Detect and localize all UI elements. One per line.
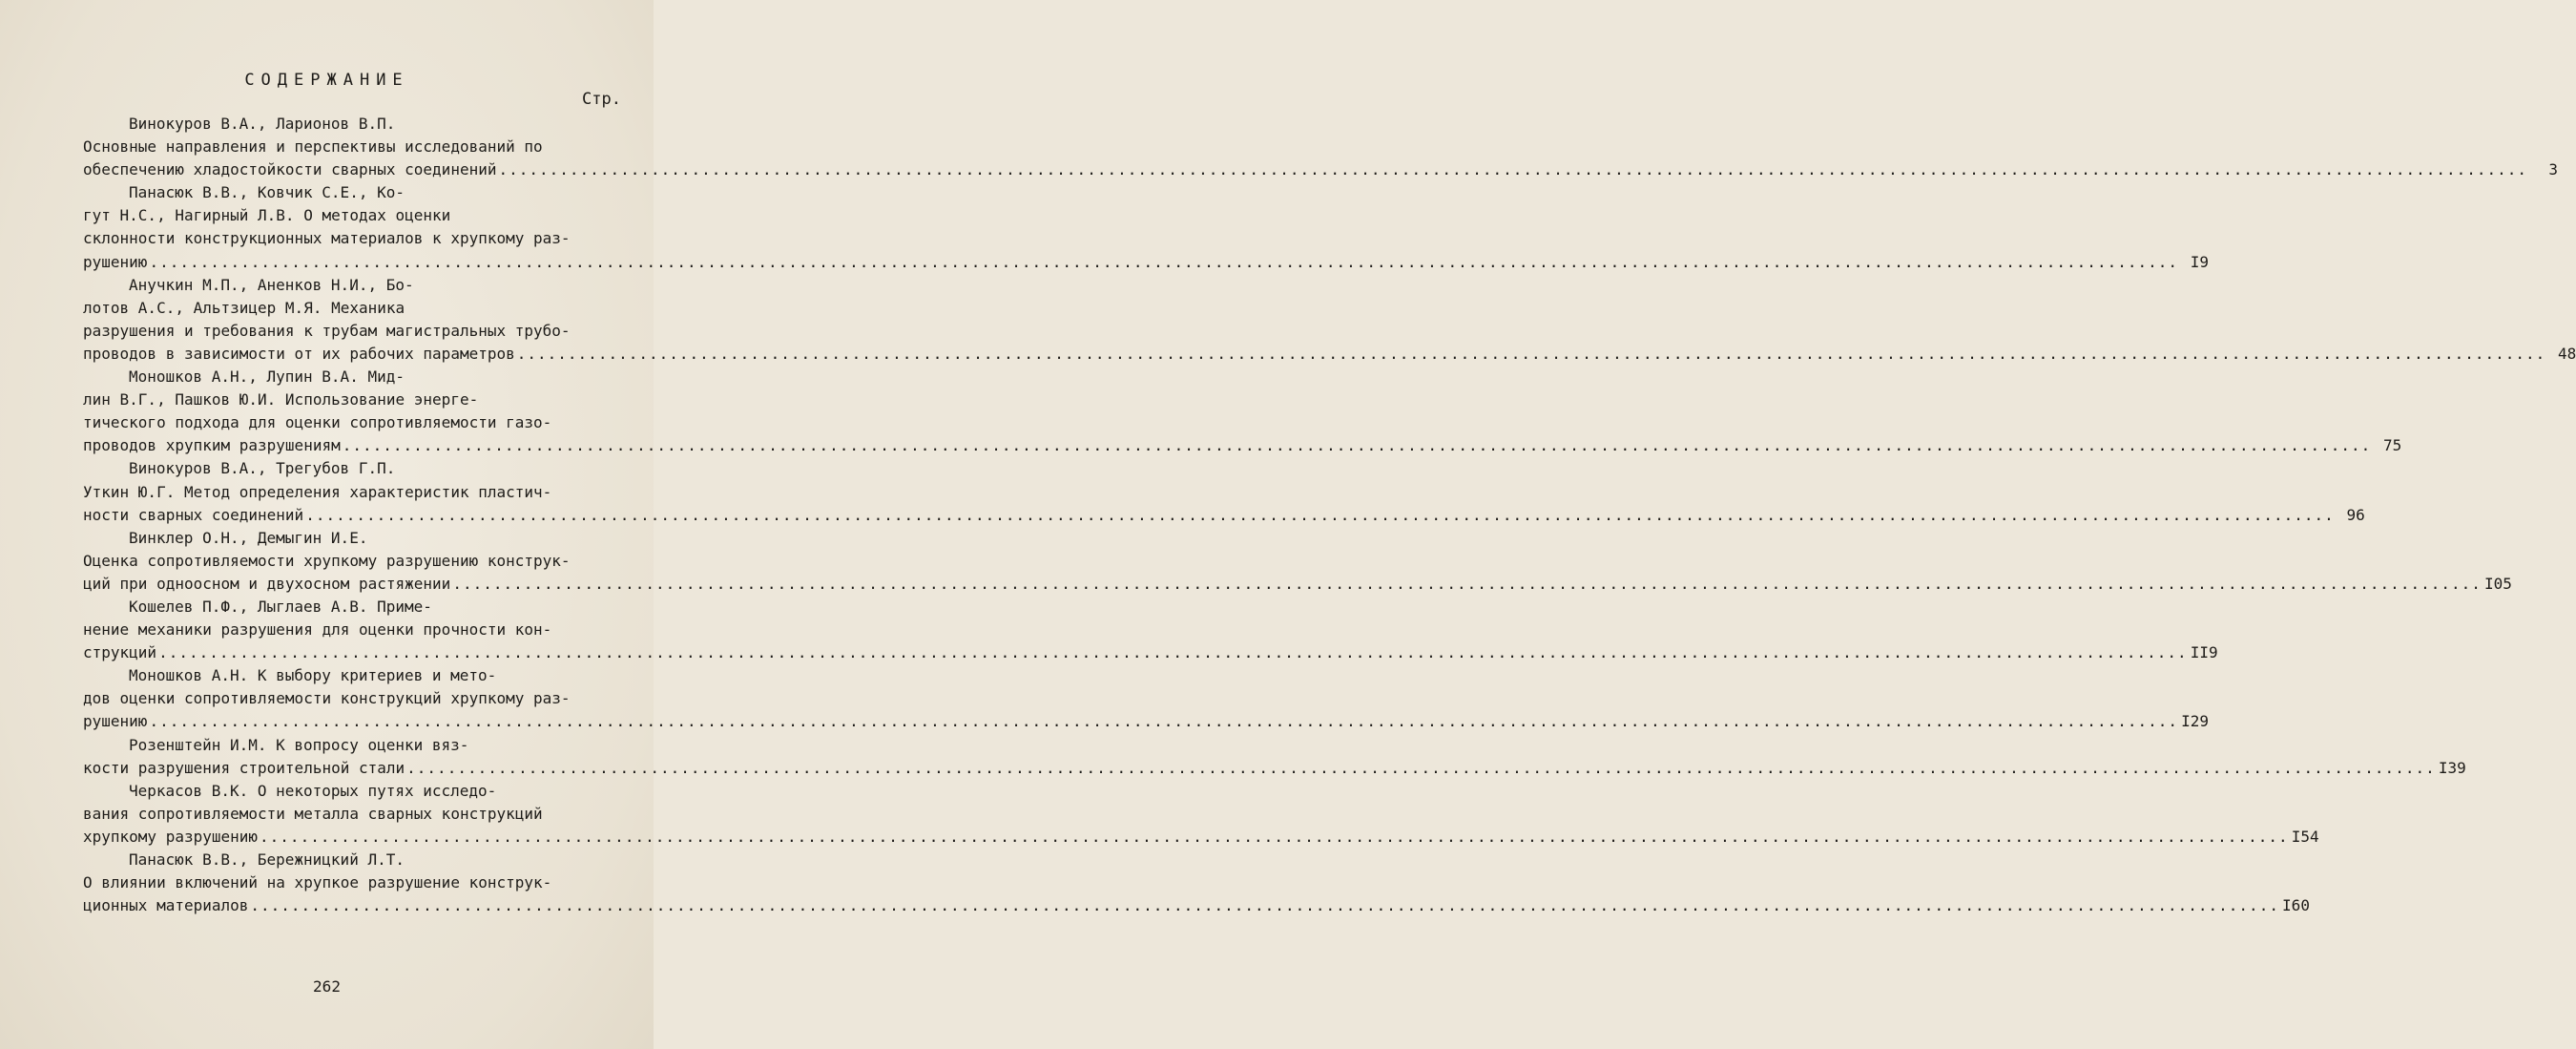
entry-authors-line: Винокуров В.А., Трегубов Г.П. <box>129 459 396 478</box>
entry-last-line <box>83 504 2365 527</box>
entry-last-line <box>83 158 2559 181</box>
entry-authors-line: Черкасов В.К. О некоторых путях исследо- <box>129 781 497 800</box>
dot-leader: ........................................................................................................................................................................................................ <box>342 436 2372 455</box>
entry-last-line <box>83 894 2310 917</box>
entry-page-number: 48 <box>2558 344 2576 363</box>
entry-authors-line: Винклер О.Н., Демыгин И.Е. <box>129 528 368 547</box>
entry-title-line: нение механики разрушения для оценки прочности кон- <box>83 620 552 640</box>
entry-authors-line: Моношков А.Н. К выбору критериев и мето- <box>129 666 497 685</box>
entry-last-line <box>83 710 2209 733</box>
entry-page-number: I60 <box>2282 896 2310 915</box>
entry-title-end: хрупкому разрушению <box>83 827 259 846</box>
dot-leader: ........................................................................................................................................................................................................ <box>498 160 2528 179</box>
entry-title-end: рушению <box>83 252 148 271</box>
entry-title-end: ций при одноосном и двухосном растяжении <box>83 574 451 593</box>
entry-authors-line: Кошелев П.Ф., Лыглаев А.В. Приме- <box>129 597 432 616</box>
dot-leader: ........................................................................................................................................................................................................ <box>260 827 2289 846</box>
entry-last-line <box>83 757 2466 780</box>
page-column-label: Стр. <box>582 90 621 109</box>
entry-authors-line: Анучкин М.П., Аненков Н.И., Бо- <box>129 275 414 294</box>
table-of-contents <box>83 113 2576 917</box>
entry-title-end: струкций <box>83 643 157 662</box>
toc-entry <box>83 780 2319 849</box>
entry-page-number: I39 <box>2438 758 2466 777</box>
entry-title-end: обеспечению хладостойкости сварных соединений <box>83 160 497 179</box>
entry-last-line <box>83 251 2209 274</box>
entry-title-line: тического подхода для оценки сопротивляемости газо- <box>83 413 552 432</box>
entry-title-line: лотов А.С., Альтзицер М.Я. Механика <box>83 298 405 317</box>
entry-title-line: разрушения и требования к трубам магистральных трубо- <box>83 321 571 340</box>
entry-title-line: дов оценки сопротивляемости конструкций хрупкому раз- <box>83 689 571 708</box>
dot-leader: ........................................................................................................................................................................................................ <box>305 505 2335 524</box>
dot-leader: ........................................................................................................................................................................................................ <box>406 758 2436 777</box>
entry-title-end: проводов в зависимости от их рабочих параметров <box>83 344 515 363</box>
entry-last-line <box>83 826 2319 849</box>
entry-page-number: II9 <box>2190 643 2218 662</box>
entry-last-line <box>83 573 2512 596</box>
entry-last-line <box>83 434 2402 457</box>
toc-entry <box>83 274 2576 366</box>
entry-title-line: лин В.Г., Пашков Ю.И. Использование энерге- <box>83 390 479 409</box>
entry-page-number: 3 <box>2548 160 2559 179</box>
entry-title-line: Оценка сопротивляемости хрупкому разрушению конструк- <box>83 551 571 570</box>
toc-entry <box>83 457 2365 526</box>
dot-leader: ........................................................................................................................................................................................................ <box>149 252 2178 271</box>
entry-page-number: 96 <box>2346 505 2365 524</box>
entry-title-end: проводов хрупким разрушениям <box>83 436 341 455</box>
entry-title-end: ности сварных соединений <box>83 505 304 524</box>
entry-title-end: кости разрушения строительной стали <box>83 758 405 777</box>
entry-title-end: рушению <box>83 712 148 731</box>
entry-last-line <box>83 343 2576 366</box>
entry-title-line: гут Н.С., Нагирный Л.В. О методах оценки <box>83 206 451 225</box>
entry-page-number: 75 <box>2383 436 2402 455</box>
dot-leader: ........................................................................................................................................................................................................ <box>452 574 2482 593</box>
contents-title: СОДЕРЖАНИЕ <box>244 71 409 90</box>
entry-title-line: О влиянии включений на хрупкое разрушение конструк- <box>83 873 552 892</box>
toc-entry <box>83 849 2310 917</box>
entry-authors-line: Панасюк В.В., Ковчик С.Е., Ко- <box>129 183 405 202</box>
page-number: 262 <box>313 977 341 996</box>
entry-page-number: I29 <box>2181 712 2209 731</box>
entry-authors-line: Винокуров В.А., Ларионов В.П. <box>129 115 396 133</box>
toc-entry <box>83 366 2402 457</box>
entry-title-line: вания сопротивляемости металла сварных конструкций <box>83 804 543 823</box>
entry-page-number: I54 <box>2291 827 2319 846</box>
dot-leader: ........................................................................................................................................................................................................ <box>516 344 2546 363</box>
entry-authors-line: Моношков А.Н., Лупин В.А. Мид- <box>129 367 405 387</box>
toc-entry <box>83 664 2209 733</box>
dot-leader: ........................................................................................................................................................................................................ <box>250 896 2279 915</box>
toc-entry <box>83 181 2209 273</box>
dot-leader: ........................................................................................................................................................................................................ <box>158 643 2188 662</box>
toc-entry <box>83 113 2559 181</box>
toc-entry <box>83 734 2466 780</box>
toc-entry <box>83 596 2218 664</box>
entry-authors-line: Розенштейн И.М. К вопросу оценки вяз- <box>129 735 469 754</box>
entry-title-end: ционных материалов <box>83 896 249 915</box>
entry-title-line: Основные направления и перспективы исследований по <box>83 137 543 157</box>
entry-last-line <box>83 641 2218 664</box>
entry-title-line: Уткин Ю.Г. Метод определения характеристик пластич- <box>83 482 552 501</box>
dot-leader: ........................................................................................................................................................................................................ <box>149 712 2178 731</box>
entry-page-number: I9 <box>2190 252 2209 271</box>
entry-title-line: склонности конструкционных материалов к хрупкому раз- <box>83 229 571 248</box>
entry-authors-line: Панасюк В.В., Бережницкий Л.Т. <box>129 850 405 869</box>
toc-entry <box>83 527 2512 596</box>
entry-page-number: I05 <box>2483 574 2512 593</box>
